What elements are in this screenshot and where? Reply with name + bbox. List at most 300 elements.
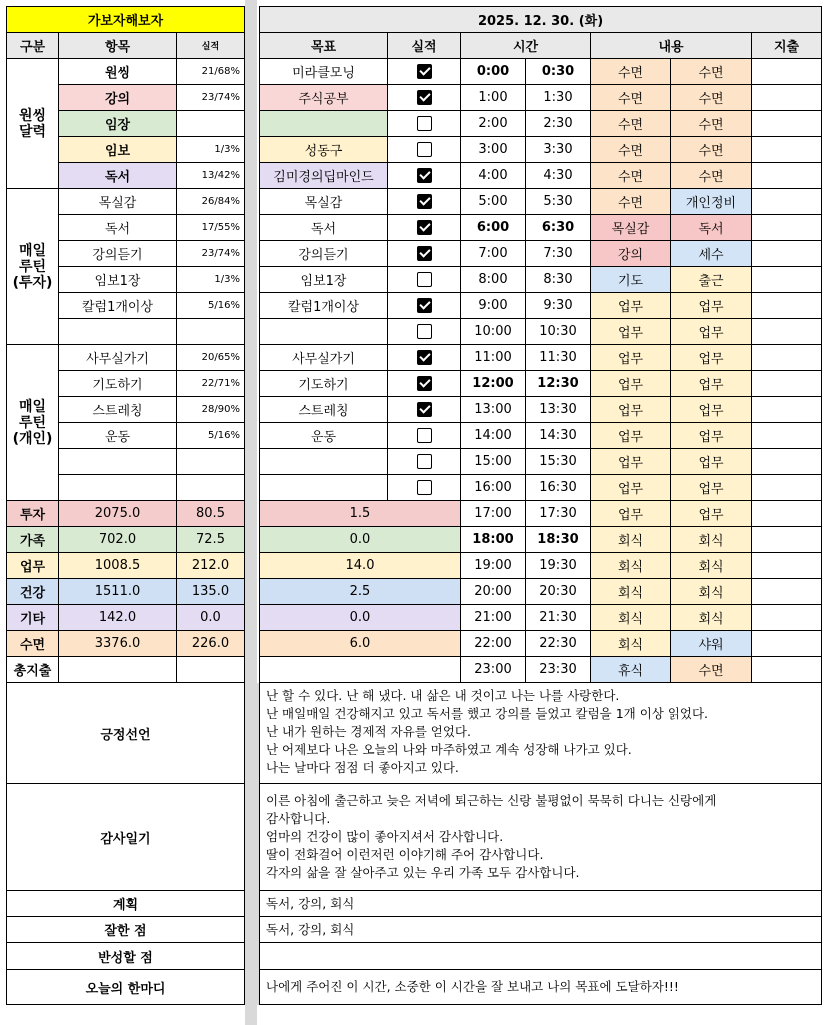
time-start: 7:00 xyxy=(461,241,526,267)
spend-cell[interactable] xyxy=(752,449,822,475)
perf-cell: 1/3% xyxy=(177,267,245,293)
activity-cell[interactable]: 회식 xyxy=(591,579,671,605)
activity-cell[interactable]: 독서 xyxy=(671,215,752,241)
time-half: 8:30 xyxy=(526,267,591,293)
good-label: 잘한 점 xyxy=(7,917,245,943)
time-start: 3:00 xyxy=(461,137,526,163)
goal-cell: 칼럼1개이상 xyxy=(260,293,388,319)
activity-cell[interactable]: 업무 xyxy=(591,449,671,475)
time-half: 11:30 xyxy=(526,345,591,371)
goal-cell xyxy=(260,319,388,345)
plan-label: 계획 xyxy=(7,891,245,917)
affirmation-row xyxy=(7,683,822,784)
header-row xyxy=(7,33,245,59)
total-spend-value xyxy=(59,657,177,683)
title-row xyxy=(7,7,245,33)
checkbox[interactable] xyxy=(417,428,432,443)
summary-row xyxy=(7,605,245,631)
summary-label: 기타 xyxy=(7,605,59,631)
summary-total: 142.0 xyxy=(59,605,177,631)
gap-cell xyxy=(245,683,260,784)
spend-cell[interactable] xyxy=(752,657,822,683)
goal-check-cell xyxy=(388,397,461,423)
perf-cell xyxy=(177,319,245,345)
summary-total: 1008.5 xyxy=(59,553,177,579)
activity-cell[interactable]: 회식 xyxy=(671,605,752,631)
summary-goal-cell: 6.0 xyxy=(260,631,461,657)
time-start: 23:00 xyxy=(461,657,526,683)
gratitude-label: 감사일기 xyxy=(7,784,245,891)
schedule-row xyxy=(260,345,822,371)
spend-cell[interactable] xyxy=(752,215,822,241)
activity-cell[interactable]: 회식 xyxy=(671,527,752,553)
activity-cell[interactable]: 수면 xyxy=(671,657,752,683)
time-start: 18:00 xyxy=(461,527,526,553)
activity-cell[interactable]: 회식 xyxy=(591,527,671,553)
activity-cell[interactable]: 목실감 xyxy=(591,215,671,241)
summary-today: 212.0 xyxy=(177,553,245,579)
time-half: 2:30 xyxy=(526,111,591,137)
summary-total: 702.0 xyxy=(59,527,177,553)
schedule-row xyxy=(260,371,822,397)
spend-cell[interactable] xyxy=(752,111,822,137)
activity-cell[interactable]: 업무 xyxy=(671,371,752,397)
gratitude-content[interactable] xyxy=(260,784,822,891)
time-half: 7:30 xyxy=(526,241,591,267)
time-start: 4:00 xyxy=(461,163,526,189)
time-start: 8:00 xyxy=(461,267,526,293)
summary-row xyxy=(7,501,245,527)
schedule-row xyxy=(260,501,822,527)
spend-cell[interactable] xyxy=(752,163,822,189)
schedule-row xyxy=(260,397,822,423)
activity-cell[interactable]: 업무 xyxy=(591,319,671,345)
time-start: 22:00 xyxy=(461,631,526,657)
time-half: 9:30 xyxy=(526,293,591,319)
affirmation-label: 긍정선언 xyxy=(7,683,245,784)
item-cell: 강의듣기 xyxy=(59,241,177,267)
spend-cell[interactable] xyxy=(752,293,822,319)
spend-cell[interactable] xyxy=(752,371,822,397)
time-start: 19:00 xyxy=(461,553,526,579)
good-content[interactable] xyxy=(260,917,822,943)
perf-cell: 13/42% xyxy=(177,163,245,189)
summary-goal-cell: 1.5 xyxy=(260,501,461,527)
item-cell: 임장 xyxy=(59,111,177,137)
activity-cell[interactable]: 휴식 xyxy=(591,657,671,683)
time-half: 20:30 xyxy=(526,579,591,605)
activity-cell[interactable]: 출근 xyxy=(671,267,752,293)
schedule-row xyxy=(260,267,822,293)
empty-cell xyxy=(260,657,461,683)
gratitude-line: 딸이 전화걸어 이런저런 이야기해 주어 감사합니다. xyxy=(266,847,544,862)
gratitude-line: 각자의 삶을 잘 살아주고 있는 우리 가족 모두 감사합니다. xyxy=(266,865,580,880)
activity-cell[interactable]: 회식 xyxy=(671,553,752,579)
time-half: 0:30 xyxy=(526,59,591,85)
spend-cell[interactable] xyxy=(752,527,822,553)
header-time: 시간 xyxy=(461,33,591,59)
summary-table xyxy=(6,6,245,683)
goal-check-cell xyxy=(388,59,461,85)
item-cell xyxy=(59,319,177,345)
goal-check-cell xyxy=(388,85,461,111)
journal-table xyxy=(6,682,822,1005)
checkbox[interactable] xyxy=(417,350,432,365)
spend-cell[interactable] xyxy=(752,85,822,111)
time-start: 13:00 xyxy=(461,397,526,423)
goal-cell: 독서 xyxy=(260,215,388,241)
schedule-row xyxy=(260,423,822,449)
spend-cell[interactable] xyxy=(752,345,822,371)
time-half: 22:30 xyxy=(526,631,591,657)
checkbox[interactable] xyxy=(417,480,432,495)
goal-cell: 스트레칭 xyxy=(260,397,388,423)
perf-cell: 22/71% xyxy=(177,371,245,397)
spend-cell[interactable] xyxy=(752,189,822,215)
activity-cell[interactable]: 업무 xyxy=(671,397,752,423)
time-start: 10:00 xyxy=(461,319,526,345)
header-perf: 실적 xyxy=(177,33,245,59)
summary-row xyxy=(7,579,245,605)
goal-cell: 주식공부 xyxy=(260,85,388,111)
reflect-label: 반성할 점 xyxy=(7,943,245,970)
time-half: 4:30 xyxy=(526,163,591,189)
gap-cell xyxy=(245,891,260,917)
checkbox[interactable] xyxy=(417,324,432,339)
time-half: 19:30 xyxy=(526,553,591,579)
date-title: 2025. 12. 30. (화) xyxy=(260,7,822,33)
table-row xyxy=(7,189,245,215)
item-cell: 임보1장 xyxy=(59,267,177,293)
activity-cell[interactable]: 업무 xyxy=(591,475,671,501)
activity-cell[interactable]: 업무 xyxy=(671,475,752,501)
spend-cell[interactable] xyxy=(752,553,822,579)
item-cell: 칼럼1개이상 xyxy=(59,293,177,319)
schedule-row xyxy=(260,631,822,657)
activity-cell[interactable]: 개인정비 xyxy=(671,189,752,215)
summary-label: 수면 xyxy=(7,631,59,657)
reflect-content[interactable] xyxy=(260,943,822,970)
goal-check-cell xyxy=(388,241,461,267)
activity-cell[interactable]: 수면 xyxy=(591,137,671,163)
goal-check-cell xyxy=(388,475,461,501)
goal-cell: 강의듣기 xyxy=(260,241,388,267)
item-cell: 강의 xyxy=(59,85,177,111)
perf-cell xyxy=(177,475,245,501)
goal-cell: 운동 xyxy=(260,423,388,449)
time-half: 10:30 xyxy=(526,319,591,345)
summary-today: 226.0 xyxy=(177,631,245,657)
summary-row xyxy=(7,527,245,553)
schedule-row xyxy=(260,475,822,501)
affirmation-line: 난 어제보다 나은 오늘의 나와 마주하였고 계속 성장해 나가고 있다. xyxy=(266,742,632,757)
summary-goal-cell: 0.0 xyxy=(260,527,461,553)
activity-cell[interactable]: 수면 xyxy=(591,111,671,137)
spend-cell[interactable] xyxy=(752,501,822,527)
checkbox[interactable] xyxy=(417,142,432,157)
schedule-row xyxy=(260,293,822,319)
spend-cell[interactable] xyxy=(752,631,822,657)
activity-cell[interactable]: 업무 xyxy=(591,293,671,319)
group2-label: 매일 루틴 (투자) xyxy=(7,189,59,345)
schedule-row xyxy=(260,111,822,137)
perf-cell xyxy=(177,449,245,475)
item-cell: 스트레칭 xyxy=(59,397,177,423)
activity-cell[interactable]: 세수 xyxy=(671,241,752,267)
activity-cell[interactable]: 수면 xyxy=(591,85,671,111)
gap-cell xyxy=(245,943,260,970)
schedule-row xyxy=(260,553,822,579)
activity-cell[interactable]: 업무 xyxy=(591,397,671,423)
goal-cell xyxy=(260,111,388,137)
summary-today: 80.5 xyxy=(177,501,245,527)
activity-cell[interactable]: 수면 xyxy=(591,163,671,189)
item-cell: 독서 xyxy=(59,163,177,189)
checkbox[interactable] xyxy=(417,246,432,261)
activity-cell[interactable]: 회식 xyxy=(591,553,671,579)
perf-cell: 26/84% xyxy=(177,189,245,215)
activity-cell[interactable]: 업무 xyxy=(591,501,671,527)
spend-cell[interactable] xyxy=(752,605,822,631)
summary-row xyxy=(7,631,245,657)
summary-label: 업무 xyxy=(7,553,59,579)
spend-cell[interactable] xyxy=(752,423,822,449)
summary-total: 1511.0 xyxy=(59,579,177,605)
perf-cell: 17/55% xyxy=(177,215,245,241)
activity-cell[interactable]: 업무 xyxy=(671,293,752,319)
gap-cell xyxy=(245,970,260,1005)
activity-cell[interactable]: 업무 xyxy=(671,319,752,345)
item-cell: 임보 xyxy=(59,137,177,163)
plan-row xyxy=(7,891,822,917)
activity-cell[interactable]: 업무 xyxy=(591,423,671,449)
time-half: 18:30 xyxy=(526,527,591,553)
total-spend-row xyxy=(7,657,245,683)
spend-cell[interactable] xyxy=(752,397,822,423)
goal-check-cell xyxy=(388,449,461,475)
gratitude-line: 감사합니다. xyxy=(266,811,331,826)
time-half: 15:30 xyxy=(526,449,591,475)
time-start: 17:00 xyxy=(461,501,526,527)
activity-cell[interactable]: 수면 xyxy=(671,163,752,189)
goal-check-cell xyxy=(388,163,461,189)
checkbox[interactable] xyxy=(417,272,432,287)
header-row xyxy=(260,33,822,59)
goal-cell: 김미경의딥마인드 xyxy=(260,163,388,189)
word-label: 오늘의 한마디 xyxy=(7,970,245,1005)
spend-cell[interactable] xyxy=(752,59,822,85)
schedule-row xyxy=(260,85,822,111)
goal-check-cell xyxy=(388,111,461,137)
perf-cell: 20/65% xyxy=(177,345,245,371)
spend-cell[interactable] xyxy=(752,579,822,605)
summary-today: 135.0 xyxy=(177,579,245,605)
plan-content[interactable] xyxy=(260,891,822,917)
activity-cell[interactable]: 업무 xyxy=(591,345,671,371)
schedule-row xyxy=(260,579,822,605)
spend-cell[interactable] xyxy=(752,267,822,293)
goal-check-cell xyxy=(388,293,461,319)
activity-cell[interactable]: 업무 xyxy=(671,345,752,371)
summary-goal-cell: 2.5 xyxy=(260,579,461,605)
activity-cell[interactable]: 회식 xyxy=(591,605,671,631)
summary-label: 건강 xyxy=(7,579,59,605)
goal-cell: 목실감 xyxy=(260,189,388,215)
affirmation-line: 난 할 수 있다. 난 해 냈다. 내 삶은 내 것이고 나는 나를 사랑한다. xyxy=(266,688,620,703)
schedule-row xyxy=(260,605,822,631)
spend-cell[interactable] xyxy=(752,241,822,267)
schedule-row xyxy=(260,657,822,683)
item-cell: 원씽 xyxy=(59,59,177,85)
date-row xyxy=(260,7,822,33)
spend-cell[interactable] xyxy=(752,137,822,163)
activity-cell[interactable]: 업무 xyxy=(671,501,752,527)
perf-cell: 5/16% xyxy=(177,423,245,449)
gratitude-line: 이른 아침에 출근하고 늦은 저녁에 퇴근하는 신랑 불평없이 묵묵히 다니는 신랑에게 xyxy=(266,793,717,808)
activity-cell[interactable]: 회식 xyxy=(591,631,671,657)
item-cell xyxy=(59,475,177,501)
goal-check-cell xyxy=(388,267,461,293)
schedule-row xyxy=(260,163,822,189)
gap-cell xyxy=(245,917,260,943)
checkbox[interactable] xyxy=(417,194,432,209)
schedule-row xyxy=(260,241,822,267)
time-start: 6:00 xyxy=(461,215,526,241)
perf-cell xyxy=(177,111,245,137)
item-cell: 사무실가기 xyxy=(59,345,177,371)
activity-cell[interactable]: 기도 xyxy=(591,267,671,293)
time-half: 14:30 xyxy=(526,423,591,449)
checkbox[interactable] xyxy=(417,220,432,235)
activity-cell[interactable]: 업무 xyxy=(591,371,671,397)
goal-cell xyxy=(260,475,388,501)
time-start: 11:00 xyxy=(461,345,526,371)
time-start: 20:00 xyxy=(461,579,526,605)
header-goal: 목표 xyxy=(260,33,388,59)
affirmation-content[interactable] xyxy=(260,683,822,784)
goal-cell: 사무실가기 xyxy=(260,345,388,371)
time-half: 12:30 xyxy=(526,371,591,397)
perf-cell: 1/3% xyxy=(177,137,245,163)
activity-cell[interactable]: 수면 xyxy=(671,85,752,111)
spend-cell[interactable] xyxy=(752,319,822,345)
goal-cell: 미라클모닝 xyxy=(260,59,388,85)
time-half: 13:30 xyxy=(526,397,591,423)
goal-cell: 성동구 xyxy=(260,137,388,163)
summary-total: 2075.0 xyxy=(59,501,177,527)
checkbox[interactable] xyxy=(417,402,432,417)
checkbox[interactable] xyxy=(417,168,432,183)
goal-check-cell xyxy=(388,189,461,215)
activity-cell[interactable]: 강의 xyxy=(591,241,671,267)
time-start: 5:00 xyxy=(461,189,526,215)
item-cell xyxy=(59,449,177,475)
time-start: 21:00 xyxy=(461,605,526,631)
schedule-row xyxy=(260,137,822,163)
goal-check-cell xyxy=(388,137,461,163)
goal-check-cell xyxy=(388,423,461,449)
table-row xyxy=(7,59,245,85)
time-start: 1:00 xyxy=(461,85,526,111)
group1-label: 원씽 달력 xyxy=(7,59,59,189)
summary-goal-cell: 14.0 xyxy=(260,553,461,579)
activity-cell[interactable]: 샤워 xyxy=(671,631,752,657)
schedule-row xyxy=(260,59,822,85)
time-start: 15:00 xyxy=(461,449,526,475)
time-half: 23:30 xyxy=(526,657,591,683)
time-start: 16:00 xyxy=(461,475,526,501)
activity-cell[interactable]: 업무 xyxy=(671,423,752,449)
checkbox[interactable] xyxy=(417,116,432,131)
time-half: 5:30 xyxy=(526,189,591,215)
affirmation-line: 난 매일매일 건강해지고 있고 독서를 했고 강의를 들었고 칼럼을 1개 이상 읽었다. xyxy=(266,706,709,721)
word-content[interactable] xyxy=(260,970,822,1005)
good-text: 독서, 강의, 회식 xyxy=(266,921,355,937)
schedule-row xyxy=(260,527,822,553)
perf-cell: 21/68% xyxy=(177,59,245,85)
item-cell: 운동 xyxy=(59,423,177,449)
good-row xyxy=(7,917,822,943)
time-half: 3:30 xyxy=(526,137,591,163)
time-half: 16:30 xyxy=(526,475,591,501)
item-cell: 목실감 xyxy=(59,189,177,215)
affirmation-line: 난 내가 원하는 경제적 자유를 얻었다. xyxy=(266,724,471,739)
time-start: 0:00 xyxy=(461,59,526,85)
checkbox[interactable] xyxy=(417,64,432,79)
summary-total: 3376.0 xyxy=(59,631,177,657)
table-row xyxy=(7,345,245,371)
summary-label: 투자 xyxy=(7,501,59,527)
item-cell: 독서 xyxy=(59,215,177,241)
checkbox[interactable] xyxy=(417,90,432,105)
activity-cell[interactable]: 수면 xyxy=(671,137,752,163)
activity-cell[interactable]: 수면 xyxy=(671,59,752,85)
summary-today: 72.5 xyxy=(177,527,245,553)
time-start: 12:00 xyxy=(461,371,526,397)
activity-cell[interactable]: 수면 xyxy=(591,59,671,85)
group3-label: 매일 루틴 (개인) xyxy=(7,345,59,501)
header-content: 내용 xyxy=(591,33,752,59)
sheet-title: 가보자해보자 xyxy=(7,7,245,33)
time-half: 6:30 xyxy=(526,215,591,241)
item-cell: 기도하기 xyxy=(59,371,177,397)
schedule-row xyxy=(260,319,822,345)
perf-cell: 23/74% xyxy=(177,241,245,267)
activity-cell[interactable]: 수면 xyxy=(671,111,752,137)
gratitude-line: 엄마의 건강이 많이 좋아지셔서 감사합니다. xyxy=(266,829,504,844)
gratitude-row xyxy=(7,784,822,891)
daily-schedule-table xyxy=(259,6,822,683)
header-category: 구분 xyxy=(7,33,59,59)
checkbox[interactable] xyxy=(417,454,432,469)
checkbox[interactable] xyxy=(417,298,432,313)
schedule-row xyxy=(260,215,822,241)
reflect-row xyxy=(7,943,822,970)
plan-text: 독서, 강의, 회식 xyxy=(266,895,355,911)
goal-check-cell xyxy=(388,215,461,241)
time-start: 9:00 xyxy=(461,293,526,319)
checkbox[interactable] xyxy=(417,376,432,391)
header-perf: 실적 xyxy=(388,33,461,59)
activity-cell[interactable]: 수면 xyxy=(591,189,671,215)
goal-cell: 임보1장 xyxy=(260,267,388,293)
time-half: 21:30 xyxy=(526,605,591,631)
goal-check-cell xyxy=(388,371,461,397)
activity-cell[interactable]: 회식 xyxy=(671,579,752,605)
summary-row xyxy=(7,553,245,579)
spend-cell[interactable] xyxy=(752,475,822,501)
activity-cell[interactable]: 업무 xyxy=(671,449,752,475)
